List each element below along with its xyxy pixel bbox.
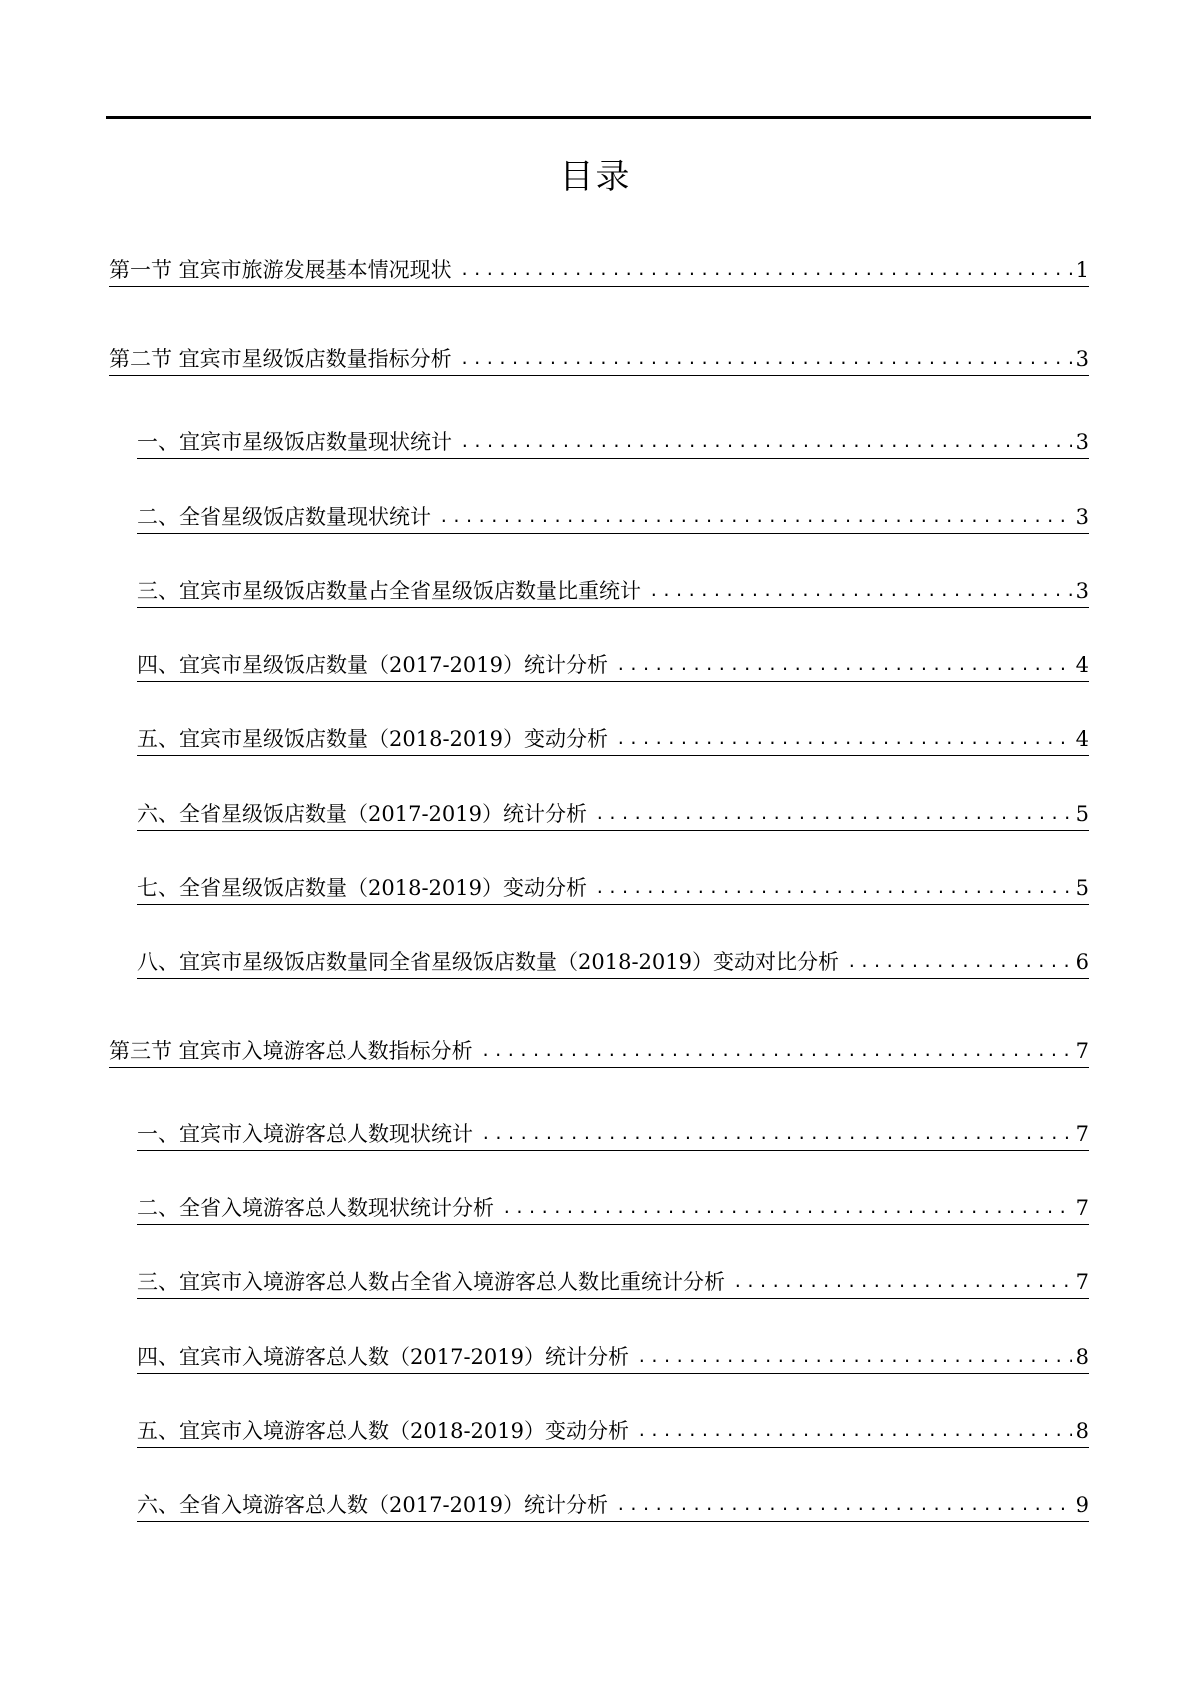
dot-leader [460,344,1072,375]
toc-entry-page: 7 [1075,1270,1089,1294]
dot-leader [481,1119,1072,1150]
dot-leader [847,947,1072,978]
toc-entry-page: 8 [1075,1345,1089,1369]
toc-entry-label: 八、宜宾市星级饭店数量同全省星级饭店数量（2018-2019）变动对比分析 [137,950,839,974]
toc-entry-page: 3 [1075,579,1089,603]
dot-leader [637,1342,1072,1373]
dot-leader [616,650,1072,681]
toc-entry[interactable] [137,647,1089,682]
toc-entry[interactable] [137,1339,1089,1374]
dot-leader [502,1193,1072,1224]
toc-entry-label: 一、宜宾市入境游客总人数现状统计 [137,1122,473,1146]
toc-entry-page: 4 [1075,727,1089,751]
dot-leader [637,1416,1072,1447]
toc-entry-label: 二、全省星级饭店数量现状统计 [137,505,431,529]
toc-entry-page: 4 [1075,653,1089,677]
dot-leader [460,427,1072,458]
toc-entry-label: 七、全省星级饭店数量（2018-2019）变动分析 [137,876,587,900]
toc-entry-label: 五、宜宾市星级饭店数量（2018-2019）变动分析 [137,727,608,751]
toc-entry-label: 一、宜宾市星级饭店数量现状统计 [137,430,452,454]
toc-entry[interactable] [137,796,1089,831]
toc-entry[interactable] [109,252,1089,287]
toc-entry-page: 1 [1075,258,1089,282]
toc-entry[interactable] [137,1190,1089,1225]
dot-leader [481,1036,1072,1067]
page-title: 目录 [559,157,632,197]
toc-entry-label: 四、宜宾市星级饭店数量（2017-2019）统计分析 [137,653,608,677]
toc-entry-label: 第二节 宜宾市星级饭店数量指标分析 [109,347,452,371]
dot-leader [460,255,1072,286]
dot-leader [616,724,1072,755]
toc-entry[interactable] [137,499,1089,534]
toc-entry-label: 三、宜宾市入境游客总人数占全省入境游客总人数比重统计分析 [137,1270,725,1294]
dot-leader [439,502,1072,533]
toc-entry-label: 二、全省入境游客总人数现状统计分析 [137,1196,494,1220]
toc-entry-label: 六、全省入境游客总人数（2017-2019）统计分析 [137,1493,608,1517]
toc-entry[interactable] [137,870,1089,905]
dot-leader [733,1267,1072,1298]
toc-entry-page: 9 [1075,1493,1089,1517]
toc-entry-page: 3 [1075,347,1089,371]
toc-entry-page: 3 [1075,505,1089,529]
toc-entry[interactable] [109,1033,1089,1068]
toc-entry-page: 7 [1075,1122,1089,1146]
toc-entry[interactable] [137,424,1089,459]
toc-entry-label: 六、全省星级饭店数量（2017-2019）统计分析 [137,802,587,826]
toc-entry-page: 3 [1075,430,1089,454]
toc-entry[interactable] [137,573,1089,608]
toc-entry[interactable] [137,1116,1089,1151]
dot-leader [649,576,1072,607]
toc-entry-label: 第一节 宜宾市旅游发展基本情况现状 [109,258,452,282]
toc-entry-page: 6 [1075,950,1089,974]
toc-entry[interactable] [137,1264,1089,1299]
toc-entry-page: 5 [1075,802,1089,826]
dot-leader [595,799,1072,830]
toc-entry-page: 7 [1075,1196,1089,1220]
toc-entry[interactable] [137,1487,1089,1522]
dot-leader [595,873,1072,904]
toc-entry-label: 四、宜宾市入境游客总人数（2017-2019）统计分析 [137,1345,629,1369]
toc-entry-page: 5 [1075,876,1089,900]
toc-entry-label: 第三节 宜宾市入境游客总人数指标分析 [109,1039,473,1063]
toc-entry-page: 8 [1075,1419,1089,1443]
toc-entry[interactable] [137,944,1089,979]
toc-entry[interactable] [137,1413,1089,1448]
toc-entry[interactable] [137,721,1089,756]
toc-entry-label: 三、宜宾市星级饭店数量占全省星级饭店数量比重统计 [137,579,641,603]
toc-entry[interactable] [109,341,1089,376]
toc-entry-page: 7 [1075,1039,1089,1063]
toc-entry-label: 五、宜宾市入境游客总人数（2018-2019）变动分析 [137,1419,629,1443]
dot-leader [616,1490,1072,1521]
